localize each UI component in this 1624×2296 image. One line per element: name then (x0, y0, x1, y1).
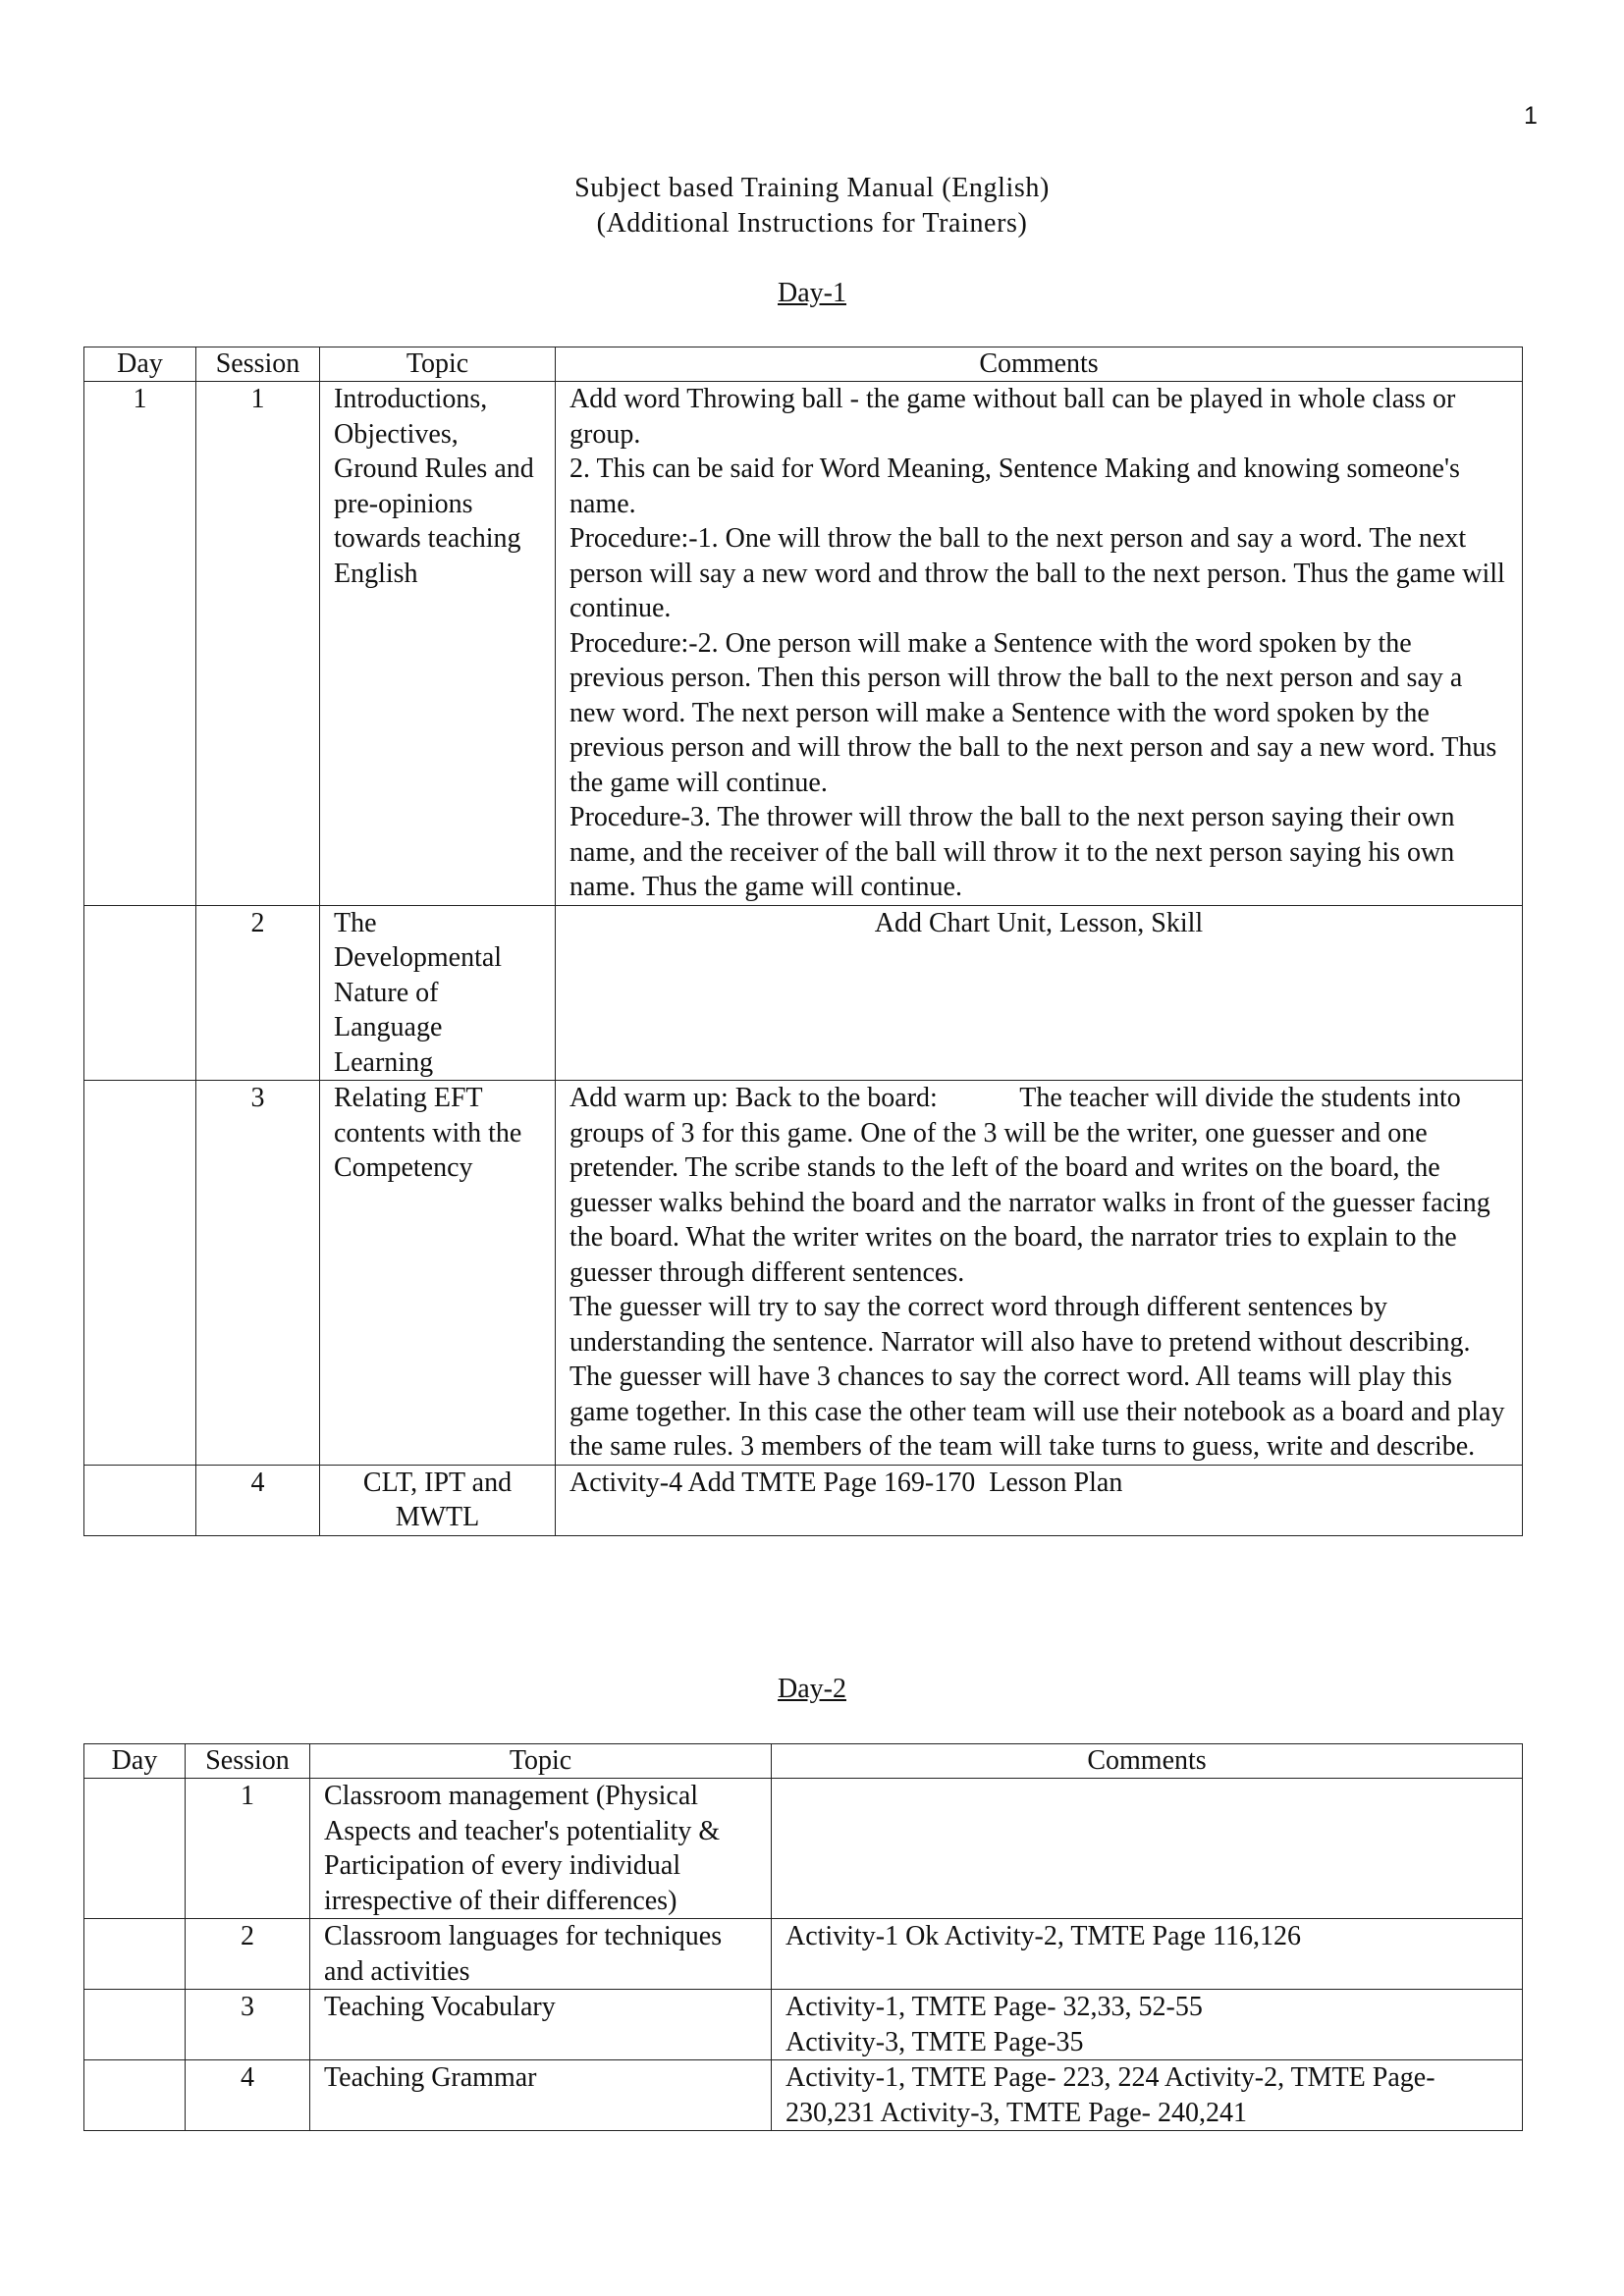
table-header-row (84, 347, 1523, 382)
page-number: 1 (1524, 102, 1538, 130)
session-cell: 2 (196, 905, 320, 1081)
day-cell: 1 (84, 382, 196, 906)
comments-cell: Activity-1, TMTE Page- 223, 224 Activity-2, TMTE Page- 230,231 Activity-3, TMTE Page- 240,241 (772, 2060, 1523, 2131)
header-session: Session (186, 1744, 310, 1779)
title-line-2: (Additional Instructions for Trainers) (596, 208, 1028, 239)
session-cell: 3 (196, 1081, 320, 1466)
table-row (84, 1465, 1523, 1535)
day2-schedule-table (83, 1743, 1523, 2131)
session-cell: 4 (186, 2060, 310, 2131)
comments-cell: Add word Throwing ball - the game without ball can be played in whole class or group. 2. This can be said for Word Meaning, Sentence Making and knowing someone's name. Procedure:-1. One will throw the ball to the next person and say a word. The next person will say a new word and throw the ball to the next person. Thus the game will continue. Procedure:-2. One person will make a Sentence with the word spoken by the previous person. Then this person will throw the ball to the next person and say a new word. The next person will make a Sentence with the word spoken by the previous person and will throw the ball to the next person and say a new word. Thus the game will continue. Procedure-3. The thrower will throw the ball to the next person saying their own name, and the receiver of the ball will throw it to the next person saying his own name. Thus the game will continue. (556, 382, 1523, 906)
topic-cell: Teaching Grammar (310, 2060, 772, 2131)
table-header-row (84, 1744, 1523, 1779)
session-cell: 1 (186, 1779, 310, 1919)
comments-cell: Activity-1, TMTE Page- 32,33, 52-55 Activity-3, TMTE Page-35 (772, 1990, 1523, 2060)
table-row (84, 1779, 1523, 1919)
comments-cell: Add Chart Unit, Lesson, Skill (556, 905, 1523, 1081)
day-cell (84, 905, 196, 1081)
table-row (84, 1919, 1523, 1990)
comments-cell (772, 1779, 1523, 1919)
topic-cell: Classroom management (Physical Aspects and teacher's potentiality & Participation of every individual irrespective of their differences) (310, 1779, 772, 1919)
header-day: Day (84, 1744, 186, 1779)
day1-heading: Day-1 (778, 278, 846, 308)
day2-heading: Day-2 (778, 1674, 846, 1704)
table-row (84, 1081, 1523, 1466)
session-cell: 2 (186, 1919, 310, 1990)
header-topic: Topic (320, 347, 556, 382)
day1-schedule-table (83, 347, 1523, 1536)
comments-cell: Add warm up: Back to the board: The teacher will divide the students into groups of 3 for this game. One of the 3 will be the writer, one guesser and one pretender. The scribe stands to the left of the board and writes on the board, the guesser walks behind the board and the narrator walks in front of the guesser facing the board. What the writer writes on the board, the narrator tries to explain to the guesser through different sentences. The guesser will try to say the correct word through different sentences by understanding the sentence. Narrator will also have to pretend without describing. The guesser will have 3 chances to say the correct word. All teams will play this game together. In this case the other team will use their notebook as a board and play the same rules. 3 members of the team will take turns to guess, write and describe. (556, 1081, 1523, 1466)
day-cell (84, 1919, 186, 1990)
day-cell (84, 2060, 186, 2131)
header-session: Session (196, 347, 320, 382)
header-comments: Comments (772, 1744, 1523, 1779)
session-cell: 1 (196, 382, 320, 906)
table-row (84, 1990, 1523, 2060)
table-row (84, 905, 1523, 1081)
topic-cell: Teaching Vocabulary (310, 1990, 772, 2060)
header-day: Day (84, 347, 196, 382)
table-row (84, 382, 1523, 906)
session-cell: 3 (186, 1990, 310, 2060)
session-cell: 4 (196, 1465, 320, 1535)
topic-cell: Classroom languages for techniques and activities (310, 1919, 772, 1990)
comments-cell: Activity-1 Ok Activity-2, TMTE Page 116,126 (772, 1919, 1523, 1990)
topic-cell: Introductions, Objectives, Ground Rules and pre-opinions towards teaching English (320, 382, 556, 906)
title-line-1: Subject based Training Manual (English) (574, 173, 1050, 203)
comments-cell: Activity-4 Add TMTE Page 169-170 Lesson Plan (556, 1465, 1523, 1535)
day-cell (84, 1081, 196, 1466)
day-cell (84, 1465, 196, 1535)
table-row (84, 2060, 1523, 2131)
day-cell (84, 1779, 186, 1919)
document-title (0, 171, 1624, 241)
header-topic: Topic (310, 1744, 772, 1779)
day-cell (84, 1990, 186, 2060)
header-comments: Comments (556, 347, 1523, 382)
topic-cell: The Developmental Nature of Language Learning (320, 905, 556, 1081)
topic-cell: Relating EFT contents with the Competency (320, 1081, 556, 1466)
topic-cell: CLT, IPT and MWTL (320, 1465, 556, 1535)
